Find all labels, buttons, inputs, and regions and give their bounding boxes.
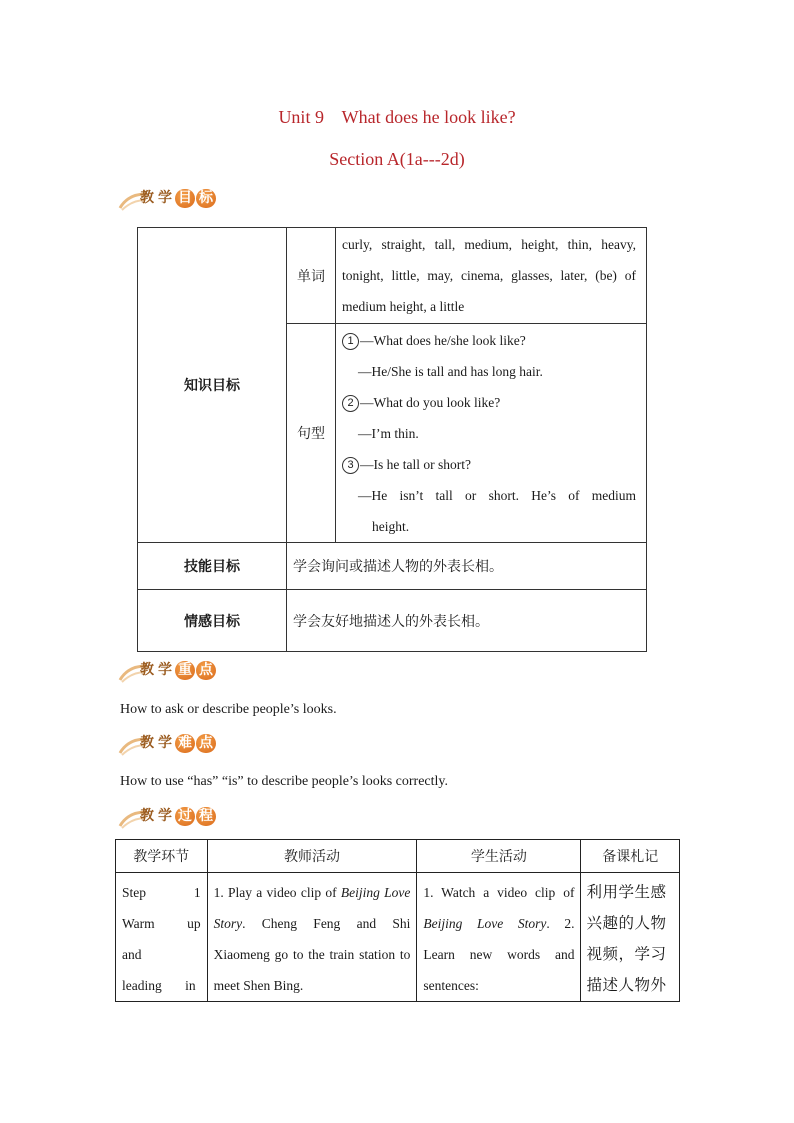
sentence-question: —What do you look like?: [360, 394, 501, 410]
knowledge-goal-label: 知识目标: [138, 228, 287, 543]
teacher-text-cont: . Cheng Feng and Shi Xiaomeng go to the train station to meet Shen Bing.: [213, 916, 411, 993]
banner-char: 教: [140, 735, 154, 751]
sentence-answer: —He/She is tall and has long hair.: [358, 363, 543, 379]
skill-goal-text: 学会询问或描述人物的外表长相。: [287, 543, 647, 590]
vocab-text: curly, straight, tall, medium, height, thin, heavy, tonight, little, may, cinema, glasses, later, (be) of medium height, a little: [336, 228, 647, 324]
student-title-italic: Beijing Love Story: [423, 916, 547, 931]
vocab-label: 单词: [287, 228, 336, 324]
banner-process: [118, 806, 238, 830]
banner-difficulties: [118, 733, 238, 757]
banner-char: 学: [158, 190, 172, 206]
process-header-row: [116, 840, 680, 873]
teacher-text: 1. Play a video clip of: [213, 885, 341, 900]
banner-char: 点: [196, 734, 216, 753]
student-activity: [417, 873, 581, 1002]
key-point-text: How to ask or describe people’s looks.: [120, 702, 337, 717]
student-text: 1. Watch a video clip of: [423, 885, 575, 900]
sentence-question: —What does he/she look like?: [360, 332, 526, 348]
section-title: Section A(1a---2d): [329, 149, 465, 169]
banner-char: 教: [140, 190, 154, 206]
banner-char: 重: [175, 661, 195, 680]
header-teacher: 教师活动: [207, 840, 417, 873]
emotion-goal-label: 情感目标: [138, 590, 287, 652]
banner-char: 目: [175, 189, 195, 208]
sentence-answer-cont: height.: [372, 518, 410, 534]
student-text-cont: . 2. Learn new words and sentences:: [423, 916, 575, 993]
notes-cell: 利用学生感兴趣的人物视频，学习描述人物外: [581, 873, 680, 1002]
banner-char: 标: [196, 189, 216, 208]
objectives-table: [137, 227, 647, 652]
sentence-label: 句型: [287, 324, 336, 543]
banner-char: 学: [158, 808, 172, 824]
banner-char: 难: [175, 734, 195, 753]
unit-title: Unit 9 What does he look like?: [278, 107, 516, 127]
emotion-goal-text: 学会友好地描述人的外表长相。: [287, 590, 647, 652]
banner-char: 程: [196, 807, 216, 826]
header-stage: 教学环节: [116, 840, 208, 873]
circled-number: 2: [342, 395, 359, 412]
process-row: [116, 873, 680, 1002]
skill-goal-label: 技能目标: [138, 543, 287, 590]
banner-char: 学: [158, 662, 172, 678]
process-table: [115, 839, 680, 1002]
sentence-list: [336, 324, 647, 543]
teacher-activity: [207, 873, 417, 1002]
sentence-answer: —He isn’t tall or short. He’s of medium: [358, 487, 636, 503]
teacher-title-italic: Beijing Love Story: [213, 885, 411, 931]
difficulty-text: How to use “has” “is” to describe people’s looks correctly.: [120, 774, 448, 789]
circled-number: 3: [342, 457, 359, 474]
header-notes: 备课札记: [581, 840, 680, 873]
banner-char: 学: [158, 735, 172, 751]
banner-char: 教: [140, 808, 154, 824]
banner-char: 点: [196, 661, 216, 680]
banner-char: 教: [140, 662, 154, 678]
step-cell: Step 1 Warm up and leading in: [116, 873, 208, 1002]
sentence-question: —Is he tall or short?: [360, 456, 471, 472]
banner-char: 过: [175, 807, 195, 826]
banner-objectives: [118, 188, 238, 212]
circled-number: 1: [342, 333, 359, 350]
banner-key-points: [118, 660, 238, 684]
sentence-answer: —I’m thin.: [358, 425, 419, 441]
header-student: 学生活动: [417, 840, 581, 873]
